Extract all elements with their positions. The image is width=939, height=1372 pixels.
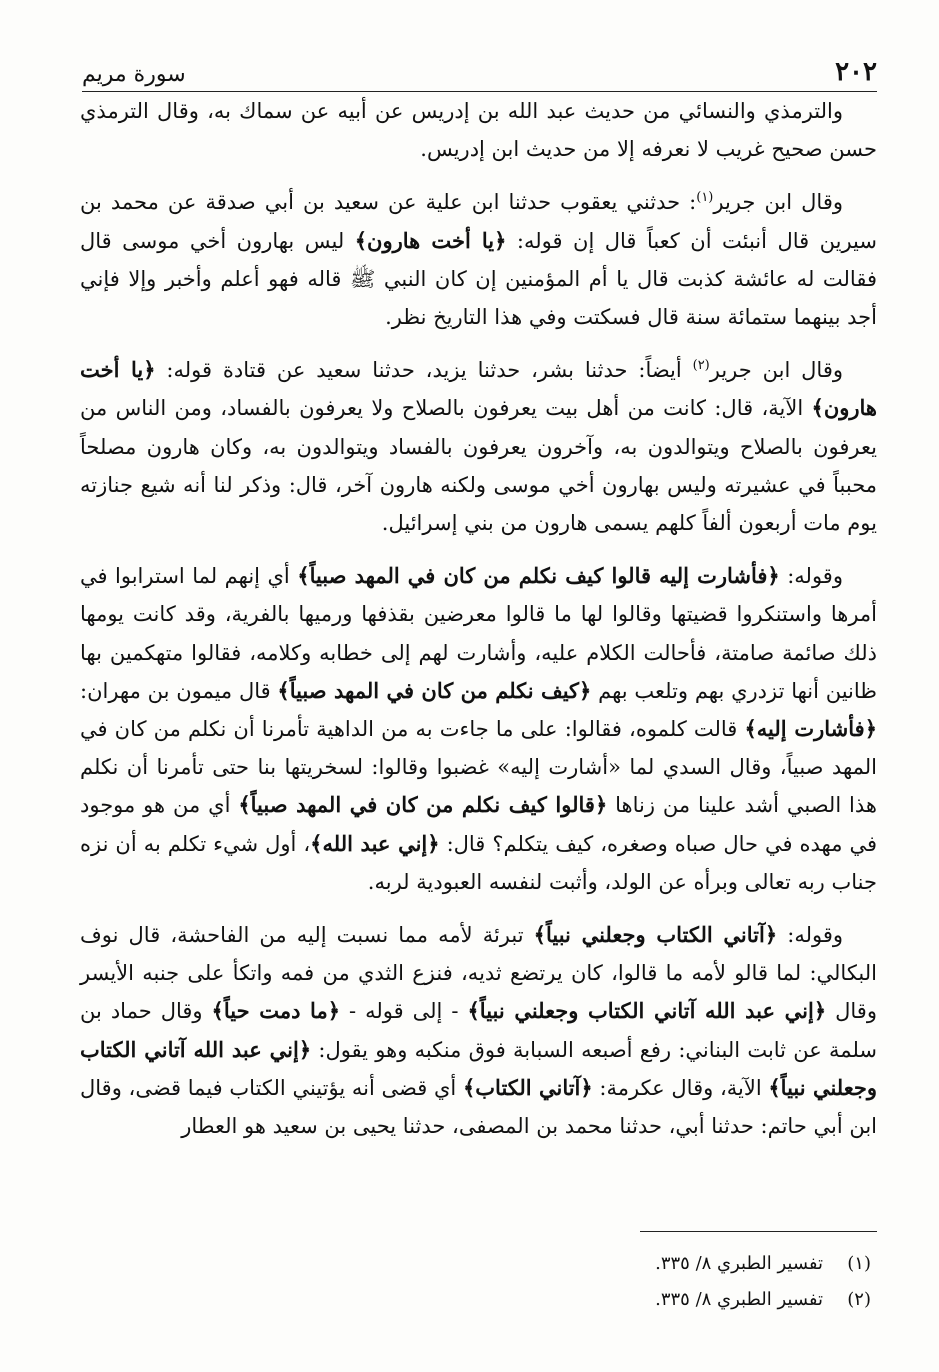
text-run: والترمذي والنسائي من حديث عبد الله بن إدريس عن أبيه عن سماك به، وقال الترمذي حسن صحيح غريب لا نعرفه إلا من حديث ابن إدريس. <box>80 99 877 162</box>
text-run: ليس بهارون أخي موسى قال فقالت له عائشة كذبت قال يا أم المؤمنين إن كان النبي ﷺ قاله فهو أعلم وأخبر وإلا فإني أجد بينهما ستمائة سنة قال فسكتت وفي هذا التاريخ نظر. <box>80 228 877 330</box>
quran-verse: ﴿آتاني الكتاب﴾ <box>462 1074 593 1100</box>
text-run: قالت كلموه، فقالوا: على ما جاءت به من الداهية تأمرنا أن نكلم من كان في المهد صبياً، وقال السدي لما «أشارت إليه» غضبوا وقالوا: لسخريتها بنا حتى تأمرنا أن نكلم هذا الصبي أشد علينا من زناها <box>80 717 877 818</box>
text-run: : حدثني يعقوب حدثنا ابن علية عن سعيد بن أبي صدقة عن محمد بن سيرين قال أنبئت أن كعباً قال إن قوله: <box>80 190 877 253</box>
quran-verse: ﴿آتاني الكتاب وجعلني نبياً﴾ <box>533 922 778 948</box>
paragraph <box>80 92 877 168</box>
footnote-text: تفسير الطبري ٨/ ٣٣٥. <box>655 1253 823 1274</box>
quran-verse: ﴿ما دمت حياً﴾ <box>211 998 341 1024</box>
text-run: وقال ابن جرير <box>713 190 844 215</box>
text-run: ، أول شيء تكلم به أن نزه جناب ربه تعالى وبرأه عن الولد، وأثبت لنفسه العبودية لربه. <box>80 831 877 894</box>
text-run: الآية، قال: كانت من أهل بيت يعرفون بالصلاح ولا يعرفون بالفساد، ومن الناس من يعرفون بالصلاح ويتوالدون به، وآخرون يعرفون بالفساد ويتوالدون به، وكان هارون مصلحاً محبباً في عشيرته وليس بهارون أخي موسى ولكنه هارون آخر، قال: وذكر لنا أنه شيع جنازته يوم مات أربعون ألفاً كلهم يسمى هارون من بني إسرائيل. <box>80 396 877 536</box>
text-run: وقوله: <box>777 923 843 948</box>
quran-verse: ﴿فأشارت إليه قالوا كيف نكلم من كان في المهد صبياً﴾ <box>297 563 780 589</box>
footnote-ref: (٢) <box>692 358 710 374</box>
text-run: أيضاً: حدثنا بشر، حدثنا يزيد، حدثنا سعيد عن قتادة قوله: <box>155 358 693 383</box>
surah-title: سورة مريم <box>82 62 186 87</box>
footnote <box>451 1246 871 1282</box>
quran-verse: ﴿قالوا كيف نكلم من كان في المهد صبياً﴾ <box>238 792 608 818</box>
text-run: تبرئة لأمه مما نسبت إليه من الفاحشة، قال نوف البكالي: لما قالو لأمه ما قالوا، كان يرتضع ثديه، فنزع الثدي من فمه واتكأ على جنبه الأيسر وقال <box>80 923 877 1024</box>
text-run: - إلى قوله - <box>340 999 468 1024</box>
quran-verse: ﴿إني عبد الله آتاني الكتاب وجعلني نبياً﴾ <box>80 1036 877 1100</box>
quran-verse: ﴿يا أخت هارون﴾ <box>80 357 877 421</box>
page-header <box>82 44 877 92</box>
text-run: أي من هو موجود في مهده في حال صباه وصغره، كيف يتكلم؟ قال: <box>80 793 878 856</box>
text-run: وقال حماد بن سلمة عن ثابت البناني: رفع أصبعه السبابة فوق منكبه وهو يقول: <box>80 999 877 1062</box>
footnote-text: تفسير الطبري ٨/ ٣٣٥. <box>655 1289 823 1310</box>
text-run: الآية، وقال عكرمة: <box>592 1075 769 1100</box>
footnote-number: (٢) <box>847 1289 871 1310</box>
paragraph <box>80 351 877 542</box>
page-body <box>80 92 877 1160</box>
text-run: أي إنهم لما استرابوا في أمرها واستنكروا قضيتها وقالوا لها ما قالوا معرضين بقذفها ورميها بالفرية، وقد كانت يومها ذلك صائمة صامتة، فأحالت الكلام عليه، وأشارت لهم إلى خطابه وكلامه، فقالوا متهكمين بها ظانين أنها تزدري بهم وتلعب بهم <box>80 564 877 703</box>
quran-verse: ﴿إني عبد الله﴾ <box>310 830 440 856</box>
footnote-divider <box>640 1231 877 1232</box>
paragraph <box>80 916 877 1145</box>
page-number: ٢٠٢ <box>835 57 877 87</box>
footnote <box>451 1282 871 1318</box>
text-run: قال ميمون بن مهران: <box>80 678 278 703</box>
paragraph <box>80 183 877 336</box>
quran-verse: ﴿إني عبد الله آتاني الكتاب وجعلني نبياً﴾ <box>467 998 827 1024</box>
footnote-ref: (١) <box>696 190 714 206</box>
text-run: أي قضى أنه يؤتيني الكتاب فيما قضى، وقال ابن أبي حاتم: حدثنا أبي، حدثنا محمد بن المصفى، حدثنا يحيى بن سعيد هو العطار <box>80 1075 877 1139</box>
paragraph <box>80 557 877 901</box>
footnote-number: (١) <box>847 1253 871 1274</box>
text-run: وقال ابن جرير <box>709 358 843 383</box>
footnotes <box>451 1246 871 1318</box>
quran-verse: ﴿فأشارت إليه﴾ <box>744 716 878 742</box>
quran-verse: ﴿كيف نكلم من كان في المهد صبياً﴾ <box>277 677 592 703</box>
text-run: وقوله: <box>779 564 843 589</box>
quran-verse: ﴿يا أخت هارون﴾ <box>354 227 507 253</box>
